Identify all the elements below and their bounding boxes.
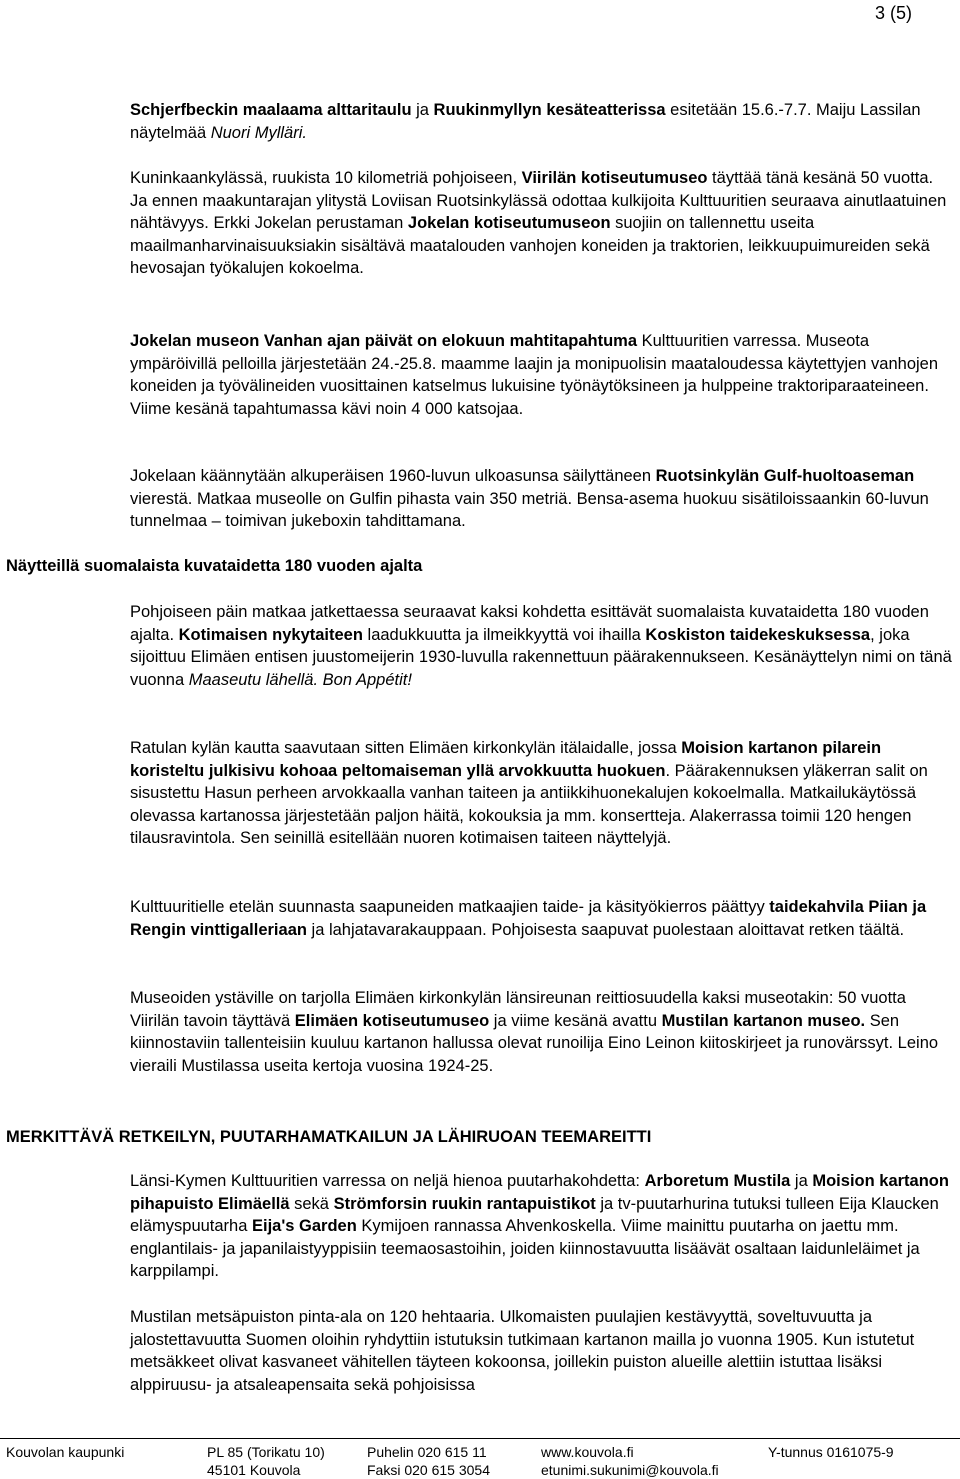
footer-organization: Kouvolan kaupunki	[6, 1444, 125, 1460]
text-run: ja lahjatavarakauppaan. Pohjoisesta saapuvat puolestaan aloittavat retken täältä.	[306, 920, 905, 939]
text-run: ja viime kesänä avattu	[489, 1011, 662, 1030]
text-run: Sen kiinnostaviin tallenteisiin kuuluu kartanon hallussa olevat runoilija Eino Leinon kiitoskirjeet ja runovärssyt. Leino vieraili Mustilassa useita kertoja vuosina 1924-25.	[130, 1011, 939, 1075]
text-run: , joka sijoittuu Elimäen entisen juustomeijerin 1930-luvulla rakennettuun päärakennukseen. Kesänäyttelyn nimi on tänä vuonna	[130, 625, 952, 689]
paragraph-koskisto-art-centre	[130, 601, 955, 691]
footer-col-business-id	[768, 1443, 894, 1461]
text-run: Kuninkaankylässä, ruukista 10 kilometriä pohjoiseen,	[130, 169, 522, 187]
paragraph-altarpiece-theatre	[130, 99, 955, 144]
text-run: Ratulan kylän kautta saavutaan sitten Elimäen kirkonkylän itälaidalle, jossa	[130, 739, 682, 757]
bold-text-run: Koskiston taidekeskuksessa	[645, 625, 871, 644]
bold-text-run: Jokelan museon Vanhan ajan päivät on elokuun mahtitapahtuma	[130, 332, 638, 350]
bold-text-run: Moision kartanon pihapuisto Elimäellä	[130, 1172, 949, 1213]
bold-text-run: Elimäen kotiseutumuseo	[294, 1011, 490, 1030]
text-run: laadukkuutta ja ilmeikkyyttä voi ihailla	[362, 625, 646, 644]
paragraph-museums	[130, 987, 955, 1077]
footer-col-web	[541, 1443, 719, 1479]
footer-phone: Puhelin 020 615 11	[367, 1444, 487, 1460]
bold-text-run: Ruukinmyllyn kesäteatterissa	[433, 101, 666, 119]
bold-text-run: Eija's Garden	[252, 1217, 357, 1235]
footer-col-address	[207, 1443, 325, 1479]
text-run: Kulttuuritien varressa. Museota ympäröivillä pelloilla järjestetään 24.-25.8. maamme laajin ja monipuolisin maataloudessa käytettyjen vanhojen koneiden ja työvälineiden vuosittainen katselmus lukuisine työnäytöksineen ja hulppeine traktoriparaateineen. Viime kesänä tapahtumassa kävi noin 4 000 katsojaa.	[130, 332, 939, 418]
page-number: 3 (5)	[874, 3, 912, 23]
text-run: Kymijoen rannassa Ahvenkoskella. Viime mainittu puutarha on jaettu mm. englantilais- ja japanilaistyyppisiin teemaosastoihin, joiden kiinnostavuutta lisäävät osaltaan laidunleläimet ja karppilampi.	[130, 1217, 920, 1280]
footer-postbox: PL 85 (Torikatu 10)	[207, 1444, 325, 1460]
footer-col-organization	[6, 1443, 124, 1461]
paragraph-vanhan-ajan-paivat	[130, 330, 955, 420]
text-run: Kulttuuritielle etelän suunnasta saapuneiden matkaajien taide- ja käsityökierros päättyy	[130, 898, 770, 916]
bold-text-run: Kotimaisen nykytaiteen	[178, 625, 363, 644]
bold-text-run: Schjerfbeckin maalaama alttaritaulu	[130, 101, 412, 119]
text-run: Mustilan metsäpuiston pinta-ala on 120 hehtaaria. Ulkomaisten puulajien kestävyyttä, soveltuvuutta ja jalostettavuutta Suomen oloihin ryhdyttiin istutuksin tutkimaan kartanon mailla jo vuonna 1905. Kun istutetut metsäkkeet olivat kasvaneet vähitellen täyteen kokoonsa, joillekin puiston alueille alettiin istuttaa lisäksi alppiruusu- ja atsaleapensaita sekä pohjoisissa	[130, 1308, 915, 1394]
bold-text-run: MERKITTÄVÄ RETKEILYN, PUUTARHAMATKAILUN JA LÄHIRUOAN TEEMAREITTI	[6, 1128, 652, 1146]
footer-divider	[0, 1438, 960, 1439]
bold-text-run: Mustilan kartanon museo.	[661, 1011, 866, 1030]
paragraph-moisio-manor	[130, 737, 955, 850]
text-run: . Päärakennuksen yläkerran salit on sisustettu Hasun perheen arvokkaalla vanhan taiteen ja antiikkihuonekalujen kokoelmalla. Matkailukäytössä olevassa kartanossa järjestetään paljon häitä, kokouksia ja mm. konsertteja. Alakerrassa toimii 120 hengen tilausravintola. Sen seinillä esitellään nuoren kotimaisen taiteen näyttelyjä.	[130, 761, 928, 847]
text-run: ja	[411, 101, 434, 119]
bold-text-run: Jokelan kotiseutumuseon	[407, 214, 611, 232]
bold-text-run: Viirilän kotiseutumuseo	[521, 169, 708, 187]
text-run: Länsi-Kymen Kulttuuritien varressa on neljä hienoa puutarhakohdetta:	[130, 1172, 645, 1190]
paragraph-piika-renki-gallery	[130, 896, 955, 941]
footer-business-id: Y-tunnus 0161075-9	[768, 1444, 894, 1460]
text-run: ja tv-puutarhurina tutuksi tulleen Eija Klaucken elämyspuutarha	[130, 1194, 939, 1235]
paragraph-viirila-jokela-museum	[130, 167, 955, 280]
paragraph-gulf-station	[130, 465, 955, 533]
text-run: Museoiden ystäville on tarjolla Elimäen kirkonkylän länsireunan reittiosuudella kaksi museotakin: 50 vuotta Viirilän tavoin täyttävä	[130, 989, 906, 1030]
bold-text-run: Moision kartanon pilarein koristeltu julkisivu kohoaa peltomaiseman yllä arvokkuutta huokuen	[130, 739, 882, 780]
bold-text-run: Näytteillä suomalaista kuvataidetta 180 vuoden ajalta	[6, 557, 423, 575]
text-run: Jokelaan käännytään alkuperäisen 1960-luvun ulkoasunsa säilyttäneen	[130, 467, 656, 485]
text-run: vierestä. Matkaa museolle on Gulfin pihasta vain 350 metriä. Bensa-asema huokuu sisätiloissaankin 60-luvun tunnelmaa – toimivan jukeboxin tahdittamana.	[130, 489, 929, 530]
paragraph-mustila-arboretum	[130, 1306, 955, 1396]
footer-postcode: 45101 Kouvola	[207, 1462, 301, 1478]
text-run: suojiin on tallennettu useita maailmanharvinaisuuksiakin sisältävä maatalouden vanhojen koneiden ja traktorien, leikkuupuimureiden sekä hevosajan työkalujen kokoelma.	[130, 214, 930, 277]
italic-text-run: Nuori Mylläri.	[210, 123, 307, 142]
text-run: täyttää tänä kesänä 50 vuotta. Ja ennen maakuntarajan ylitystä Loviisan Ruotsinkylässä odottaa kulkijoita Kulttuuritien seuraava ainutlaatuinen nähtävyys. Erkki Jokelan perustaman	[130, 169, 947, 232]
paragraph-gardens	[130, 1170, 955, 1283]
bold-text-run: taidekahvila Piian ja Rengin vinttigalleriaan	[130, 898, 927, 939]
footer-website-link[interactable]: www.kouvola.fi	[541, 1444, 634, 1460]
footer-fax: Faksi 020 615 3054	[367, 1462, 490, 1478]
section-heading-garden-route	[6, 1126, 651, 1149]
footer-email-link[interactable]: etunimi.sukunimi@kouvola.fi	[541, 1462, 719, 1478]
bold-text-run: Arboretum Mustila	[644, 1172, 791, 1190]
text-run: ja	[790, 1172, 813, 1190]
text-run: Pohjoiseen päin matkaa jatkettaessa seuraavat kaksi kohdetta esittävät suomalaista kuvataidetta 180 vuoden ajalta.	[130, 603, 929, 644]
footer-col-phone	[367, 1443, 490, 1479]
bold-text-run: Ruotsinkylän Gulf-huoltoaseman	[655, 467, 915, 485]
text-run: sekä	[289, 1194, 334, 1213]
text-run: esitetään 15.6.-7.7. Maiju Lassilan näytelmää	[130, 101, 921, 142]
italic-text-run: Maaseutu lähellä. Bon Appétit!	[188, 670, 412, 689]
section-heading-art	[6, 555, 422, 578]
bold-text-run: Strömforsin ruukin rantapuistikot	[333, 1194, 596, 1213]
